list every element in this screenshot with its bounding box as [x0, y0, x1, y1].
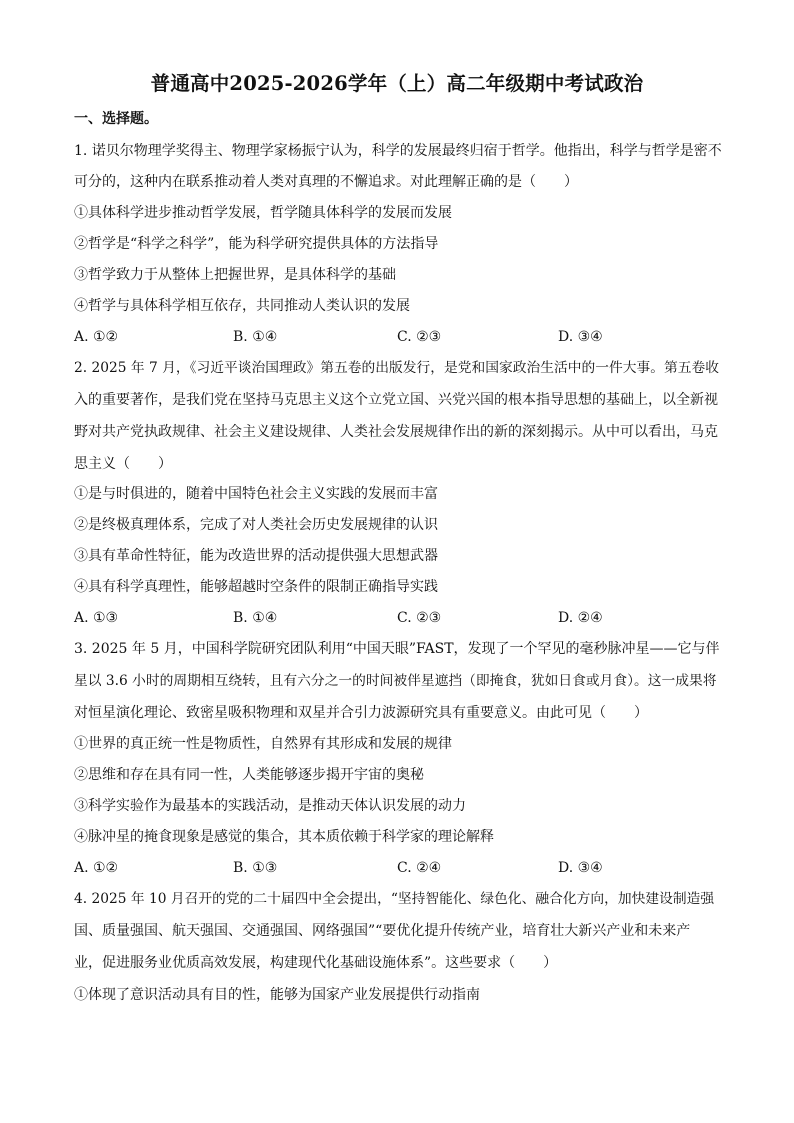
q1-stem-line: 1. 诺贝尔物理学奖得主、物理学家杨振宁认为，科学的发展最终归宿于哲学。他指出，科学与哲学是密不 — [74, 143, 722, 159]
q2-statement: ③具有革命性特征，能为改造世界的活动提供强大思想武器 — [74, 548, 438, 564]
q3-statement: ②思维和存在具有同一性，人类能够逐步揭开宇宙的奥秘 — [74, 767, 424, 783]
q4-stem-line: 4. 2025 年 10 月召开的党的二十届四中全会提出，“坚持智能化、绿色化、融合化方向，加快建设制造强 — [74, 891, 715, 907]
section-heading: 一、选择题。 — [74, 111, 158, 127]
q2-statement: ①是与时俱进的，随着中国特色社会主义实践的发展而丰富 — [74, 486, 438, 502]
q4-stem-line: 业，促进服务业优质高效发展，构建现代化基础设施体系”。这些要求（ ） — [74, 955, 558, 971]
q2-option-a: A. ①③ — [74, 610, 119, 626]
q3-option-d: D. ③④ — [558, 860, 603, 876]
q1-statement: ④哲学与具体科学相互依存，共同推动人类认识的发展 — [74, 298, 410, 314]
q4-stem-line: 国、质量强国、航天强国、交通强国、网络强国”“要优化提升传统产业，培育壮大新兴产业和未来产 — [74, 923, 691, 939]
q3-statement: ①世界的真正统一性是物质性，自然界有其形成和发展的规律 — [74, 736, 452, 752]
page-title: 普通高中2025-2026学年（上）高二年级期中考试政治 — [150, 72, 644, 95]
q3-stem-line: 3. 2025 年 5 月，中国科学院研究团队利用“中国天眼”FAST，发现了一个罕见的毫秒脉冲星——它与伴 — [74, 641, 720, 657]
q3-statement: ③科学实验作为最基本的实践活动，是推动天体认识发展的动力 — [74, 798, 466, 814]
q2-statement: ②是终极真理体系，完成了对人类社会历史发展规律的认识 — [74, 517, 438, 533]
q1-option-b: B. ①④ — [233, 329, 278, 345]
q3-option-b: B. ①③ — [233, 860, 278, 876]
q1-option-c: C. ②③ — [397, 329, 442, 345]
q1-statement: ①具体科学进步推动哲学发展，哲学随具体科学的发展而发展 — [74, 205, 452, 221]
q2-stem-line: 2. 2025 年 7 月，《习近平谈治国理政》第五卷的出版发行，是党和国家政治生活中的一件大事。第五卷收 — [74, 360, 719, 376]
q1-statement: ③哲学致力于从整体上把握世界，是具体科学的基础 — [74, 267, 396, 283]
q3-stem-line: 星以 3.6 小时的周期相互绕转，且有六分之一的时间被伴星遮挡（即掩食，犹如日食或月食）。这一成果将 — [74, 673, 717, 689]
q4-statement: ①体现了意识活动具有目的性，能够为国家产业发展提供行动指南 — [74, 987, 480, 1003]
q2-stem-line: 思主义（ ） — [74, 456, 172, 472]
q1-statement: ②哲学是“科学之科学”，能为科学研究提供具体的方法指导 — [74, 236, 439, 252]
q2-option-b: B. ①④ — [233, 610, 278, 626]
q2-option-c: C. ②③ — [397, 610, 442, 626]
q3-option-a: A. ①② — [74, 860, 119, 876]
q2-statement: ④具有科学真理性，能够超越时空条件的限制正确指导实践 — [74, 579, 438, 595]
q2-stem-line: 入的重要著作，是我们党在坚持马克思主义这个立党立国、兴党兴国的根本指导思想的基础上，以全新视 — [74, 392, 718, 408]
q2-option-d: D. ②④ — [558, 610, 603, 626]
q3-option-c: C. ②④ — [397, 860, 442, 876]
q1-option-d: D. ③④ — [558, 329, 603, 345]
q2-stem-line: 野对共产党执政规律、社会主义建设规律、人类社会发展规律作出的新的深刻揭示。从中可以看出，马克 — [74, 424, 718, 440]
q1-option-a: A. ①② — [74, 329, 119, 345]
q3-stem-line: 对恒星演化理论、致密星吸积物理和双星并合引力波源研究具有重要意义。由此可见（ ） — [74, 705, 648, 721]
q1-stem-line: 可分的，这种内在联系推动着人类对真理的不懈追求。对此理解正确的是（ ） — [74, 174, 578, 190]
q3-statement: ④脉冲星的掩食现象是感觉的集合，其本质依赖于科学家的理论解释 — [74, 829, 494, 845]
